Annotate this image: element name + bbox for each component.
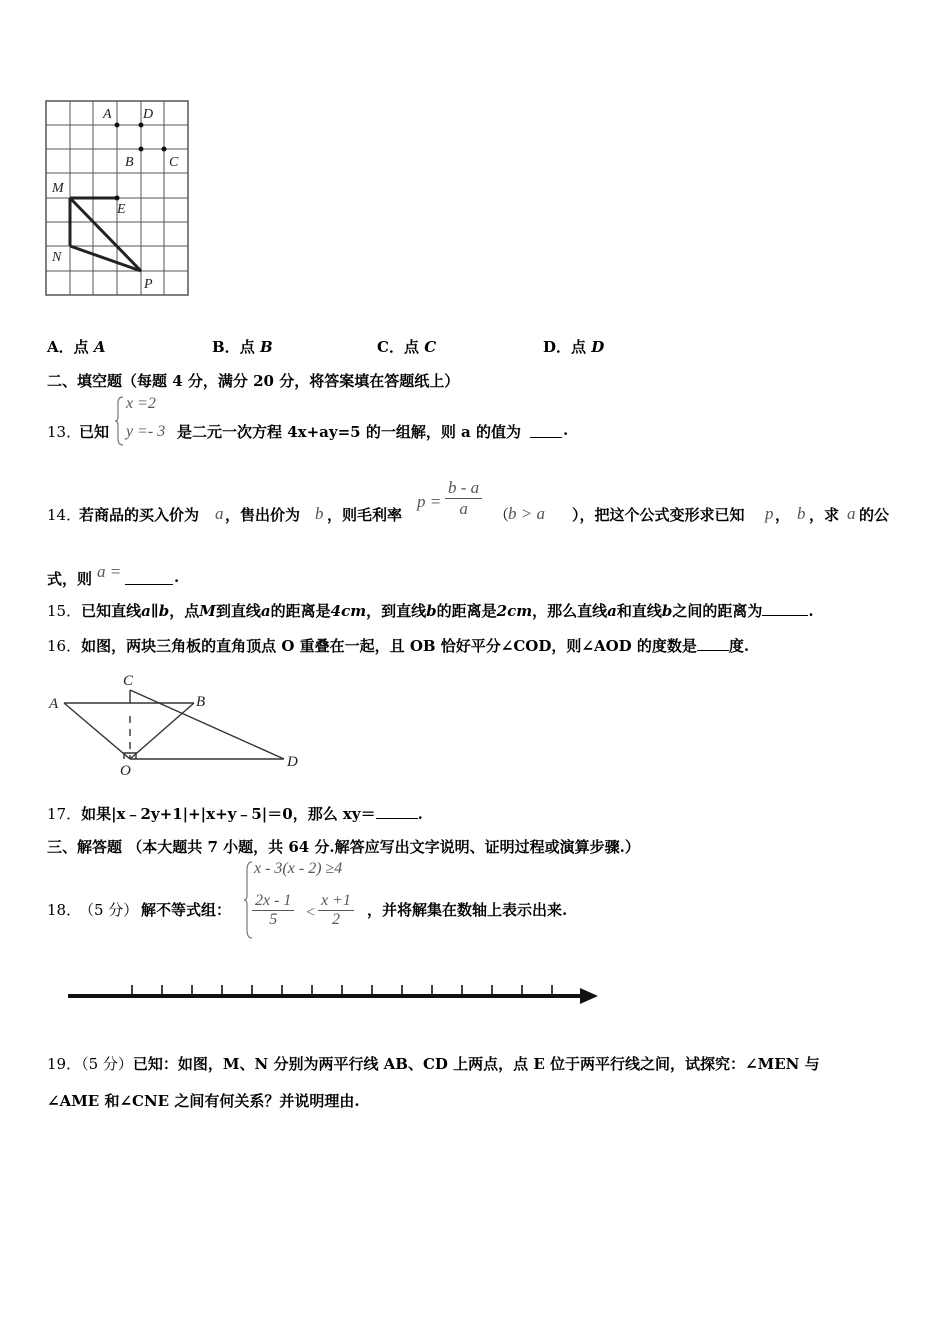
q16-answer-blank[interactable] (697, 636, 729, 651)
question-14: 14． 若商品的买入价为 a ，售出价为 b ，则毛利率 p = $\frac{b - a}{a}$ （ b > a ），把这个公式变形求已知 p ， b ，求 a 的公 (47, 478, 890, 524)
grid-label-d: D (143, 107, 154, 122)
grid-label-n: N (52, 250, 62, 265)
tri-label-d: D (287, 754, 298, 770)
question-19-line2: ∠AME 和∠CNE 之间有何关系？并说明理由. (47, 1092, 360, 1110)
question-17: 17．如果|x﹣2y+1|+|x+y﹣5|＝0，那么 xy＝ . (47, 805, 423, 823)
grid-figure (40, 96, 200, 306)
q18-frac1: $\frac{2x - 1}{5}$ (252, 892, 294, 929)
grid-label-a: A (103, 107, 112, 122)
grid-label-p: P (144, 277, 153, 292)
q14-answer-blank[interactable] (125, 568, 173, 585)
question-14-line2: 式，则 a = . (47, 562, 180, 588)
q13-text: 是二元一次方程 4x+ay=5 的一组解，则 a 的值为 (177, 423, 521, 441)
option-c[interactable]: C．点 C (377, 338, 437, 356)
section-2-heading: 二、填空题（每题 4 分，满分 20 分，将答案填在答题纸上） (47, 372, 460, 390)
q13-eq1: x =2 (126, 395, 156, 412)
q18-frac2: $\frac{x +1}{2}$ (318, 892, 354, 929)
q13-number: 13． (47, 423, 82, 441)
question-18: 18． （5 分） 解不等式组： x - 3(x - 2) ≥4 $\frac{2x - 1}{5}$ < $\frac{x +1}{2}$ ，并将解集在数轴上表示出来. (47, 858, 647, 942)
grid-label-m: M (52, 181, 64, 196)
tri-label-c: C (123, 673, 134, 689)
question-16: 16．如图，两块三角板的直角顶点 O 重叠在一起，且 OB 恰好平分∠COD，则∠AOD 的度数是 度. (47, 637, 750, 655)
q17-answer-blank[interactable] (376, 804, 418, 819)
option-d[interactable]: D．点 D (543, 338, 605, 356)
tri-label-a: A (49, 696, 59, 712)
grid-label-e: E (117, 202, 126, 217)
q13-brace (114, 395, 124, 447)
question-15: 15．已知直线a∥b，点M到直线a的距离是4cm，到直线b的距离是2cm，那么直线a和直线b之间的距离为 . (47, 602, 814, 620)
q13-eq2: y =- 3 (126, 423, 166, 440)
triangle-figure (44, 668, 314, 780)
number-line (62, 975, 607, 1015)
q15-answer-blank[interactable] (762, 601, 808, 616)
tri-label-b: B (196, 694, 206, 710)
q14-fraction: $\frac{b - a}{a}$ (445, 478, 482, 519)
grid-label-c: C (169, 155, 179, 170)
question-19-line1: 19．（5 分）已知：如图，M、N 分别为两平行线 AB、CD 上两点，点 E 位于两平行线之间，试探究：∠MEN 与 (47, 1055, 820, 1073)
tri-label-o: O (120, 763, 131, 779)
grid-label-b: B (125, 155, 134, 170)
section-3-heading: 三、解答题 （本大题共 7 小题，共 64 分.解答应写出文字说明、证明过程或演算步骤.） (47, 838, 640, 856)
option-a[interactable]: A．点 A (47, 338, 106, 356)
q13-prefix: 已知 (79, 423, 110, 441)
option-b[interactable]: B．点 B (212, 338, 273, 356)
q13-answer-blank[interactable] (530, 421, 562, 438)
